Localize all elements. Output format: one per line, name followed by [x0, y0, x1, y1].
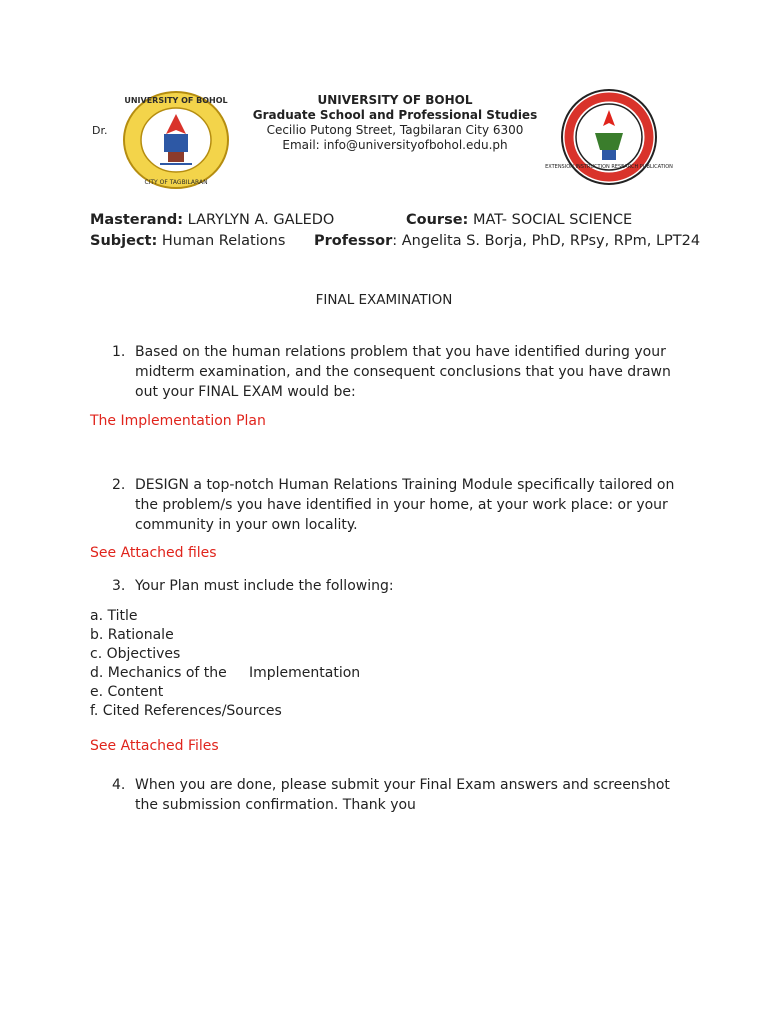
research-seal-logo — [545, 88, 673, 186]
list-item: e. Content — [90, 684, 164, 700]
professor-value: : Angelita S. Borja, PhD, RPsy, RPm, LPT24 — [392, 233, 701, 249]
question-number: 3. — [112, 578, 126, 594]
seal-top-text: UNIVERSITY OF BOHOL — [124, 96, 228, 105]
email: Email: info@universityofbohol.edu.ph — [282, 138, 508, 152]
school-name: Graduate School and Professional Studies — [252, 108, 538, 122]
page-title: FINAL EXAMINATION — [315, 292, 453, 308]
question-text: Based on the human relations problem that you have identified during your midterm examination, and the consequent conclusions that you have drawn out your FINAL EXAM would be: — [135, 344, 671, 400]
seal-bottom-text: CITY OF TAGBILARAN — [144, 179, 208, 186]
masterand-label: Masterand: — [90, 212, 184, 228]
letterhead — [250, 93, 540, 153]
masterand-row — [90, 210, 334, 230]
answer-2: See Attached files — [90, 545, 217, 561]
masterand-value: LARYLYN A. GALEDO — [187, 212, 335, 228]
professor-label: Professor — [314, 233, 393, 249]
question-number: 2. — [112, 477, 126, 493]
course-row — [406, 210, 632, 230]
list-item: c. Objectives — [90, 646, 181, 662]
list-item: b. Rationale — [90, 627, 174, 643]
course-label: Course: — [406, 212, 469, 228]
subject-label: Subject: — [90, 233, 158, 249]
question-text: DESIGN a top-notch Human Relations Training Module specifically tailored on the problem/s you have identified in your home, at your work place: or your community in your own locality. — [135, 477, 675, 533]
subject-row — [90, 231, 285, 251]
professor-row — [314, 231, 700, 251]
question-text: When you are done, please submit your Final Exam answers and screenshot the submission confirmation. Thank you — [135, 777, 670, 813]
list-item: a. Title — [90, 608, 138, 624]
seal-ring-text: EXTENSION INSTRUCTION RESEARCH PUBLICATION — [545, 164, 673, 170]
question-text: Your Plan must include the following: — [135, 578, 394, 594]
answer-1: The Implementation Plan — [90, 413, 266, 429]
question-number: 1. — [112, 344, 126, 360]
list-item: d. Mechanics of the Implementation — [90, 665, 361, 681]
list-item: f. Cited References/Sources — [90, 703, 282, 719]
course-value: MAT- SOCIAL SCIENCE — [472, 212, 633, 228]
question-number: 4. — [112, 777, 126, 793]
university-name: UNIVERSITY OF BOHOL — [317, 93, 473, 107]
answer-3: See Attached Files — [90, 738, 219, 754]
address: Cecilio Putong Street, Tagbilaran City 6300 — [266, 123, 524, 137]
title-prefix: Dr. — [92, 124, 108, 137]
subject-value: Human Relations — [161, 233, 286, 249]
plan-items-list — [90, 607, 360, 721]
university-seal-logo — [122, 90, 230, 190]
